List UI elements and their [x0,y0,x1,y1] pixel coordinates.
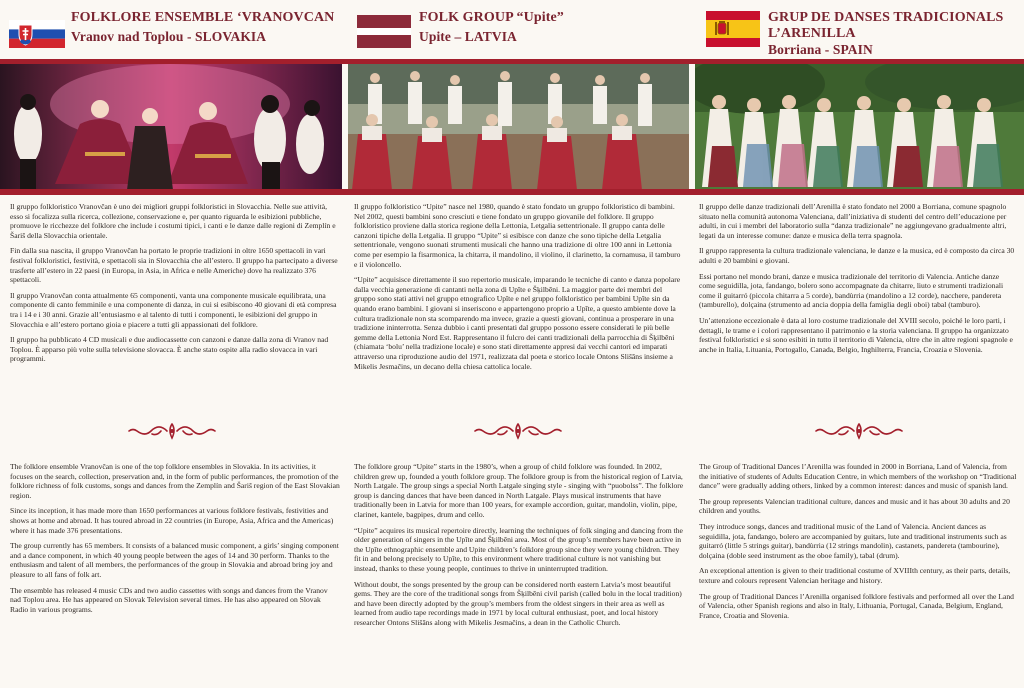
latvia-flag-icon [357,15,411,48]
header-subtitle-slovakia: Vranov nad Toplou - SLOVAKIA [71,29,267,44]
paragraph: Il gruppo folkloristico “Upite” nasce nel 1980, quando è stato fondato un gruppo folkloristico di bambini. Nel 2002, questi bambini sono cresciuti e tiene fondato un gruppo giovanile del folklore. Il gruppo folkloristico proviene dalla storica regione della Lettonia, Letgalia settentrionale. Il gruppo canta delle canzoni tipiche della Letgalia. Il gruppo “Upite” si esibisce con danze che sono tipiche della Letgalia settentrionale, vengono suonati strumenti musicali che hanno una tradizione di oltre 100 anni in Lettonia come per esempio la fisarmonica, la chitarra, il mandolino, il violino, il clarinetto, la cornamusa, il tamburo e il violoncello. [354,202,681,269]
paragraph: Il gruppo Vranovčan conta attualmente 65 componenti, vanta una componente musicale equilibrata, una componente di canto femminile e una componente di danza, in cui si esibiscono 40 giovani di età compresa tra i 14 e i 30 anni. Grazie all’entusiasmo e al talento di tutti i componenti, le esibizioni del gruppo in Slovacchia e all’estero portano gioia e piacere a tutti gli appassionati del folklore. [10,290,337,329]
paragraph: The folklore group “Upite” starts in the 1980’s, when a group of child folklore was founded. In 2002, children grew up, founded a youth folklore group. The folklore group is from the historical region of Latvia, North Latgale. The group sings a special North Latgale singing style - singing with “puobolss”. The folklore group is dancing dances that have been danced in North Latgale. Plays musical instruments that have traditionally been in Latvia for more than 100 years, for example accordion, guitar, mandolin, violin, pipe, clarinet, kantele, bagpipes, drum and cello. [354,462,684,519]
header-title-spain-line2: L’ARENILLA [768,26,856,41]
italian-column-spain [699,202,1017,360]
header-subtitle-spain: Borriana - SPAIN [768,42,873,57]
paragraph: “Upite” acquisisce direttamente il suo repertorio musicale, imparando le tecniche di canto e danza popolare dalla vecchia generazione di cantanti nella zona di Upīte e Šķilbēni. La maggior parte dei membri del gruppo sono stati attivi nel gruppo etnografico Upīte e nel gruppo folkloristico per bambini Upīte sin da quando erano bambini. I giovani si inseriscono e appartengono proprio a Upīte, a questo ambiente dove la cultura tradizionale non sta scomparendo ma invece, grazie a questi giovani, continua a prosperare in una tradizione ininterrotta. Senza dubbio i canti presentati dal gruppo possono essere considerati le più belle gemme della Lettonia Nord Est. Rappresentano il fulcro dei canti tradizionali della parrocchia di Šķilbēni (chiamata ‘bolu’ nella tradizione locale) e sono stati direttamente appresi dai vecchi cantori ed imparati attraverso una riproduzione audio del 1971, realizzata dal poeta e storico locale Ontons Slišāns insieme a Mikelis Jesmačins, un decano della chiesa cattolica locale. [354,275,681,371]
ornament-divider-icon [473,420,563,442]
paragraph: Il gruppo folkloristico Vranovčan è uno dei migliori gruppi folkloristici in Slovacchia. Nelle sue attività, esso si focalizza sulla ricerca, collezione, conservazione e, per quanto riguarda le esibizioni pubbliche, promuove le ricchezze del folklore che include i costumi tipici, i canti e le danze dalle regioni di Zemplín e Šariš della Slovacchia orientale. [10,202,336,240]
header-slovakia [9,8,339,56]
ornament-divider-icon [814,420,904,442]
header-title-latvia: FOLK GROUP “Upite” [419,10,564,25]
paragraph: Un’attenzione eccezionale è data al loro costume tradizionale del XVIII secolo, poiché le loro parti, i dettagli, le trame e i colori rappresentano il patrimonio e la storia valenciana. Il gruppo ha organizzato festival folkloristici e si sono esibiti in tutto il territorio di Valencia, oltre che in altre regioni spagnole e anche in Italia, Lituania, Portogallo, Canada, Belgio, Inghilterra, Francia, Croazia e Slovenia. [699,315,1013,354]
paragraph: The folklore ensemble Vranovčan is one of the top folklore ensembles in Slovakia. In its activities, it focuses on the search, collection, preservation and, in the form of public performances, the promotion of the folklore richness of folk customs, songs and dances from the Zemplín and Šariš region of the East Slovakian region. [10,462,340,500]
paragraph: They introduce songs, dances and traditional music of the Land of Valencia. Ancient dances as seguidilla, jota, fandango, bolero are accompanied by guitars, lute and traditional instruments such as guitarró (little 5 strings guitar), bandùrria (12 strings mandolin), castanets, pandereta (tambourine), dolçaina (doble seed instrument as the oboe family), tabal (drum). [699,521,1007,560]
english-column-latvia [354,462,684,634]
english-column-spain [699,462,1017,626]
header-latvia [357,8,687,56]
paragraph: Since its inception, it has made more than 1650 performances at various folklore festivals, festivities and shows at home and abroad. It has toured abroad in 22 countries (in Europe, Asia, Africa and the Americas) where it has made 376 presentations. [10,506,334,535]
paragraph: Essi portano nel mondo brani, danze e musica tradizionale del territorio di Valencia. Antiche danze come seguidilla, jota, fandango, bolero sono accompagnate da chitarre, liuto e strumenti tradizionali come il guitarró (piccola chitarra a 5 corde), bandùrria (mandolino a 12 corde), nacchere, pandereta (tamburello), dolçaina (strumento ad ancia doppia della famiglia degli oboi) tabal (tamburo). [699,271,1004,310]
header-spain [706,8,1024,56]
ornament-divider-icon [127,420,217,442]
photo-upite [348,64,689,190]
english-column-slovakia [10,462,340,620]
slovakia-flag-icon [9,20,65,48]
paragraph: The group of Traditional Dances l’Arenilla organised folklore festivals and performed all over the Land of Valencia, other Spanish regions and also in Italy, Lithuania, Portugal, Canada, Belgium, England, France, Croatia and Slovenia. [699,591,1014,620]
paragraph: Il gruppo delle danze tradizionali dell’Arenilla è stato fondato nel 2000 a Borriana, comune spagnolo situato nella comunità autonoma Valenciana, dall’iniziativa di studenti del centro dell’educazione per adulti, in cui i membri del laboratorio sulla “danza tradizionale” ne aggiungevano gradualmente altri, legati da un interesse comune: danze e musica della terra spagnola. [699,202,1007,240]
paragraph: Without doubt, the songs presented by the group can be considered north eastern Latvia’s most beautiful gems. They are the core of the traditional songs from Šķilbēni civil parish (called bolu in the local tradition) and have been directly adopted by the group’s members from the oldest singers in their area as well as learned from audio tape recordings made in 1971 by local cultural enthusiast, poet, and local history researcher Ontons Slišāns along with Mikelis Jesmačins, a dean in the Catholic Church. [354,579,682,627]
photo-arenilla [695,64,1024,190]
paragraph: The group currently has 65 members. It consists of a balanced music component, a girls’ singing component and a dance component, in which 40 young people between the ages of 14 and 30 perform. Thanks to the enthusiasm and talent of all members, the performances of the group in Slovakia and abroad bring joy and pleasure to all fans of folk art. [10,541,339,579]
paragraph: Il gruppo ha pubblicato 4 CD musicali e due audiocassette con canzoni e danze dalla zona di Vranov nad Toplou. È apparso più volte sulla televisione slovacca. È anche stato ospite alla radio slovacca in vari programmi. [10,335,329,364]
header-title-spain: GRUP DE DANSES TRADICIONALS [768,10,1004,25]
paragraph: The group represents Valencian traditional culture, dances and music and it has about 30 adults and 20 children and youths. [699,496,1010,516]
spain-flag-icon [706,11,760,47]
paragraph: The Group of Traditional Dances l’Arenilla was founded in 2000 in Borriana, Land of Valencia, from the initiative of students of Adults Education Centre, in which members of the workshop on “Traditional dance” were gradually adding others, linked by a common interest: dances and music of spanish land. [699,462,1017,491]
paragraph: The ensemble has released 4 music CDs and two audio cassettes with songs and dances from the Vranov nad Toplou area. He has appeared on Slovak Television several times. He has also appeared on Slovak Radio in various programs. [10,585,328,614]
header [0,0,1024,60]
italian-column-latvia [354,202,684,377]
italian-column-slovakia [10,202,340,370]
paragraph: An exceptional attention is given to their traditional costume of XVIIIth century, as their parts, details, texture and colours represent Valencian heritage and history. [699,566,1011,585]
photo-bottom-border [0,189,1024,195]
photo-vranovcan [0,64,342,190]
paragraph: Il gruppo rappresenta la cultura tradizionale valenciana, le danze e la musica, ed è composto da circa 30 adulti e 20 bambini e giovani. [699,246,1015,265]
paragraph: “Upite” acquires its musical repertoire directly, learning the techniques of folk singing and dancing from the older generation of singers in the Upīte and Šķilbēni area. Most of the group’s members have been active in the Upīte ethnographic ensemble and Upite children’s folklore group since they were young children. They fit in and belong precisely to Upīte, to this environment where traditional culture is not vanishing but instead, thanks to these young people, continues to thrive in uninterrupted tradition. [354,525,683,573]
paragraph: Fin dalla sua nascita, il gruppo Vranovčan ha portato le proprie tradizioni in oltre 1650 spettacoli in vari festival folkloristici, festività, e spettacoli sia in Slovacchia che all’estero. Il gruppo ha partecipato a diverse trasferte all’estero in 22 paesi (in Europa, in Asia, in Africa e nelle Americhe) dove ha realizzato 376 spettacoli. [10,246,338,285]
header-title-slovakia: FOLKLORE ENSEMBLE ‘VRANOVCAN [71,10,335,25]
header-subtitle-latvia: Upite – LATVIA [419,29,517,44]
